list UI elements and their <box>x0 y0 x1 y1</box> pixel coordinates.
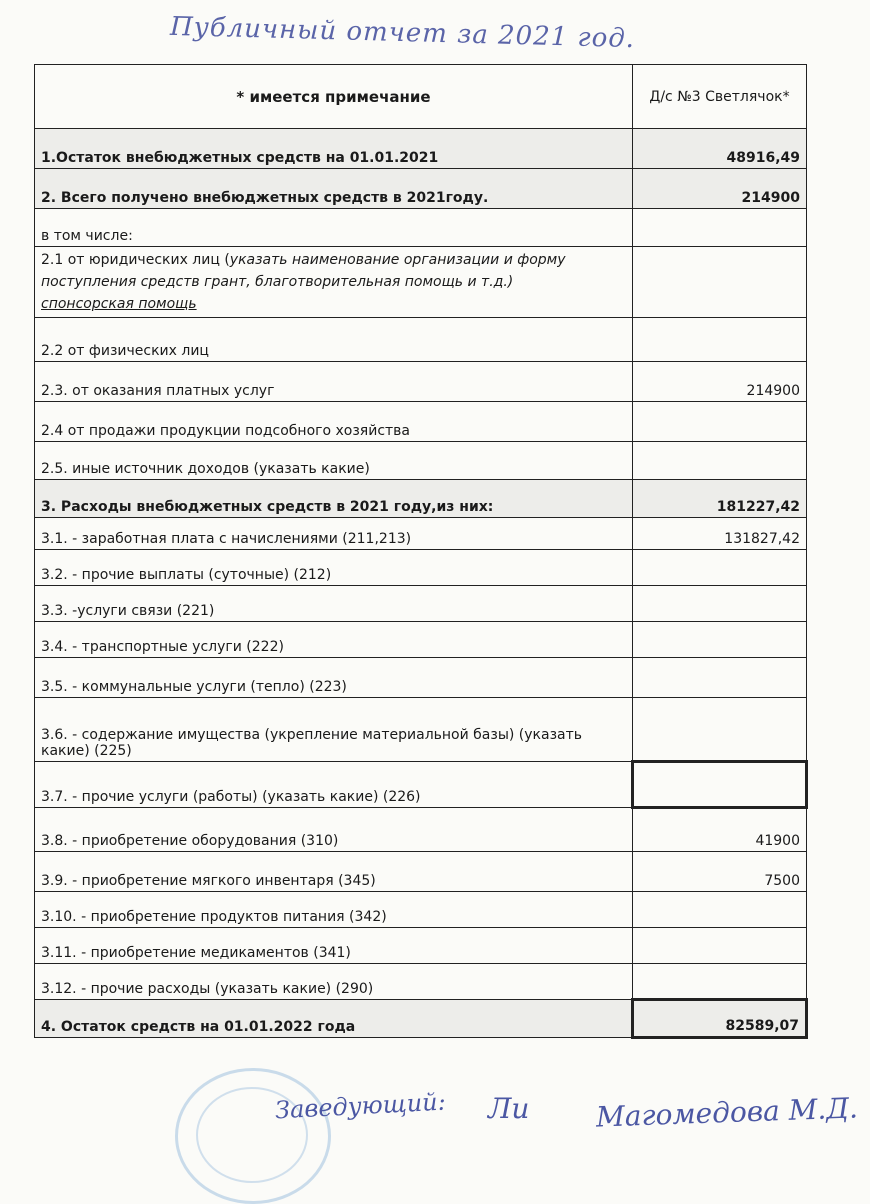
row-value <box>633 586 807 622</box>
row-label: 3.11. - приобретение медикаментов (341) <box>35 928 633 964</box>
row-label: 3.3. -услуги связи (221) <box>35 586 633 622</box>
row-label: 3.8. - приобретение оборудования (310) <box>35 808 633 852</box>
table-row <box>35 762 807 808</box>
row-value <box>633 698 807 762</box>
row-label: 3.4. - транспортные услуги (222) <box>35 622 633 658</box>
header-column-title: Д/с №3 Светлячок* <box>633 65 807 129</box>
row-value <box>633 209 807 247</box>
table-row <box>35 129 807 169</box>
table-row <box>35 852 807 892</box>
row-label: 1.Остаток внебюджетных средств на 01.01.2021 <box>35 129 633 169</box>
table-row <box>35 808 807 852</box>
row-value: 131827,42 <box>633 518 807 550</box>
row-label: 3. Расходы внебюджетных средств в 2021 году,из них: <box>35 480 633 518</box>
signature-name: Магомедова М.Д. <box>595 1091 859 1134</box>
table-row <box>35 622 807 658</box>
row-label: 3.5. - коммунальные услуги (тепло) (223) <box>35 658 633 698</box>
row-value: 181227,42 <box>633 480 807 518</box>
row-label: 3.2. - прочие выплаты (суточные) (212) <box>35 550 633 586</box>
table-row <box>35 518 807 550</box>
table-row <box>35 964 807 1000</box>
row-label: 3.1. - заработная плата с начислениями (211,213) <box>35 518 633 550</box>
table-row <box>35 442 807 480</box>
table-header-row <box>35 65 807 129</box>
row-value: 7500 <box>633 852 807 892</box>
table-row <box>35 698 807 762</box>
row-label-legal-entities <box>35 247 633 318</box>
table-row <box>35 402 807 442</box>
table-row <box>35 209 807 247</box>
row-value <box>633 622 807 658</box>
row-value <box>633 928 807 964</box>
row-value: 214900 <box>633 362 807 402</box>
row-value <box>633 892 807 928</box>
row-label: 3.6. - содержание имущества (укрепление материальной базы) (указать какие) (225) <box>35 698 633 762</box>
row-value: 214900 <box>633 169 807 209</box>
row-label: 2.5. иные источник доходов (указать какие) <box>35 442 633 480</box>
row-value <box>633 247 807 318</box>
row-value: 41900 <box>633 808 807 852</box>
row-value: 48916,49 <box>633 129 807 169</box>
table-row <box>35 928 807 964</box>
row-value <box>633 964 807 1000</box>
row-label-underline: спонсорская помощь <box>41 296 197 312</box>
row-label: 3.7. - прочие услуги (работы) (указать какие) (226) <box>35 762 633 808</box>
row-value <box>633 658 807 698</box>
table-row <box>35 586 807 622</box>
table-row <box>35 362 807 402</box>
table-row <box>35 1000 807 1038</box>
row-label-italic: указать наименование организации и форму поступления средств грант, благотворительная помощь и т.д.) <box>41 252 566 290</box>
row-label: 2.2 от физических лиц <box>35 318 633 362</box>
row-label: 4. Остаток средств на 01.01.2022 года <box>35 1000 633 1038</box>
row-label: в том числе: <box>35 209 633 247</box>
row-label: 2.3. от оказания платных услуг <box>35 362 633 402</box>
row-value <box>633 550 807 586</box>
row-label: 2.4 от продажи продукции подсобного хозяйства <box>35 402 633 442</box>
row-value <box>633 318 807 362</box>
row-label: 3.10. - приобретение продуктов питания (342) <box>35 892 633 928</box>
row-value: 82589,07 <box>633 1000 807 1038</box>
row-label: 3.12. - прочие расходы (указать какие) (290) <box>35 964 633 1000</box>
table-row <box>35 169 807 209</box>
handwritten-title: Публичный отчет за 2021 год. <box>169 11 636 55</box>
header-note: * имеется примечание <box>35 65 633 129</box>
table-row <box>35 550 807 586</box>
signature-label: Заведующий: <box>274 1087 447 1125</box>
table-row <box>35 892 807 928</box>
table-row <box>35 318 807 362</box>
row-label: 3.9. - приобретение мягкого инвентаря (345) <box>35 852 633 892</box>
signature-mark: Ли <box>488 1092 530 1125</box>
official-stamp <box>175 1068 331 1204</box>
row-value <box>633 762 807 808</box>
table-row <box>35 658 807 698</box>
row-label-text: 2.1 от юридических лиц ( <box>41 252 230 268</box>
row-value <box>633 402 807 442</box>
table-row <box>35 480 807 518</box>
report-table <box>34 64 808 1039</box>
row-value <box>633 442 807 480</box>
row-label: 2. Всего получено внебюджетных средств в 2021году. <box>35 169 633 209</box>
table-row <box>35 247 807 318</box>
